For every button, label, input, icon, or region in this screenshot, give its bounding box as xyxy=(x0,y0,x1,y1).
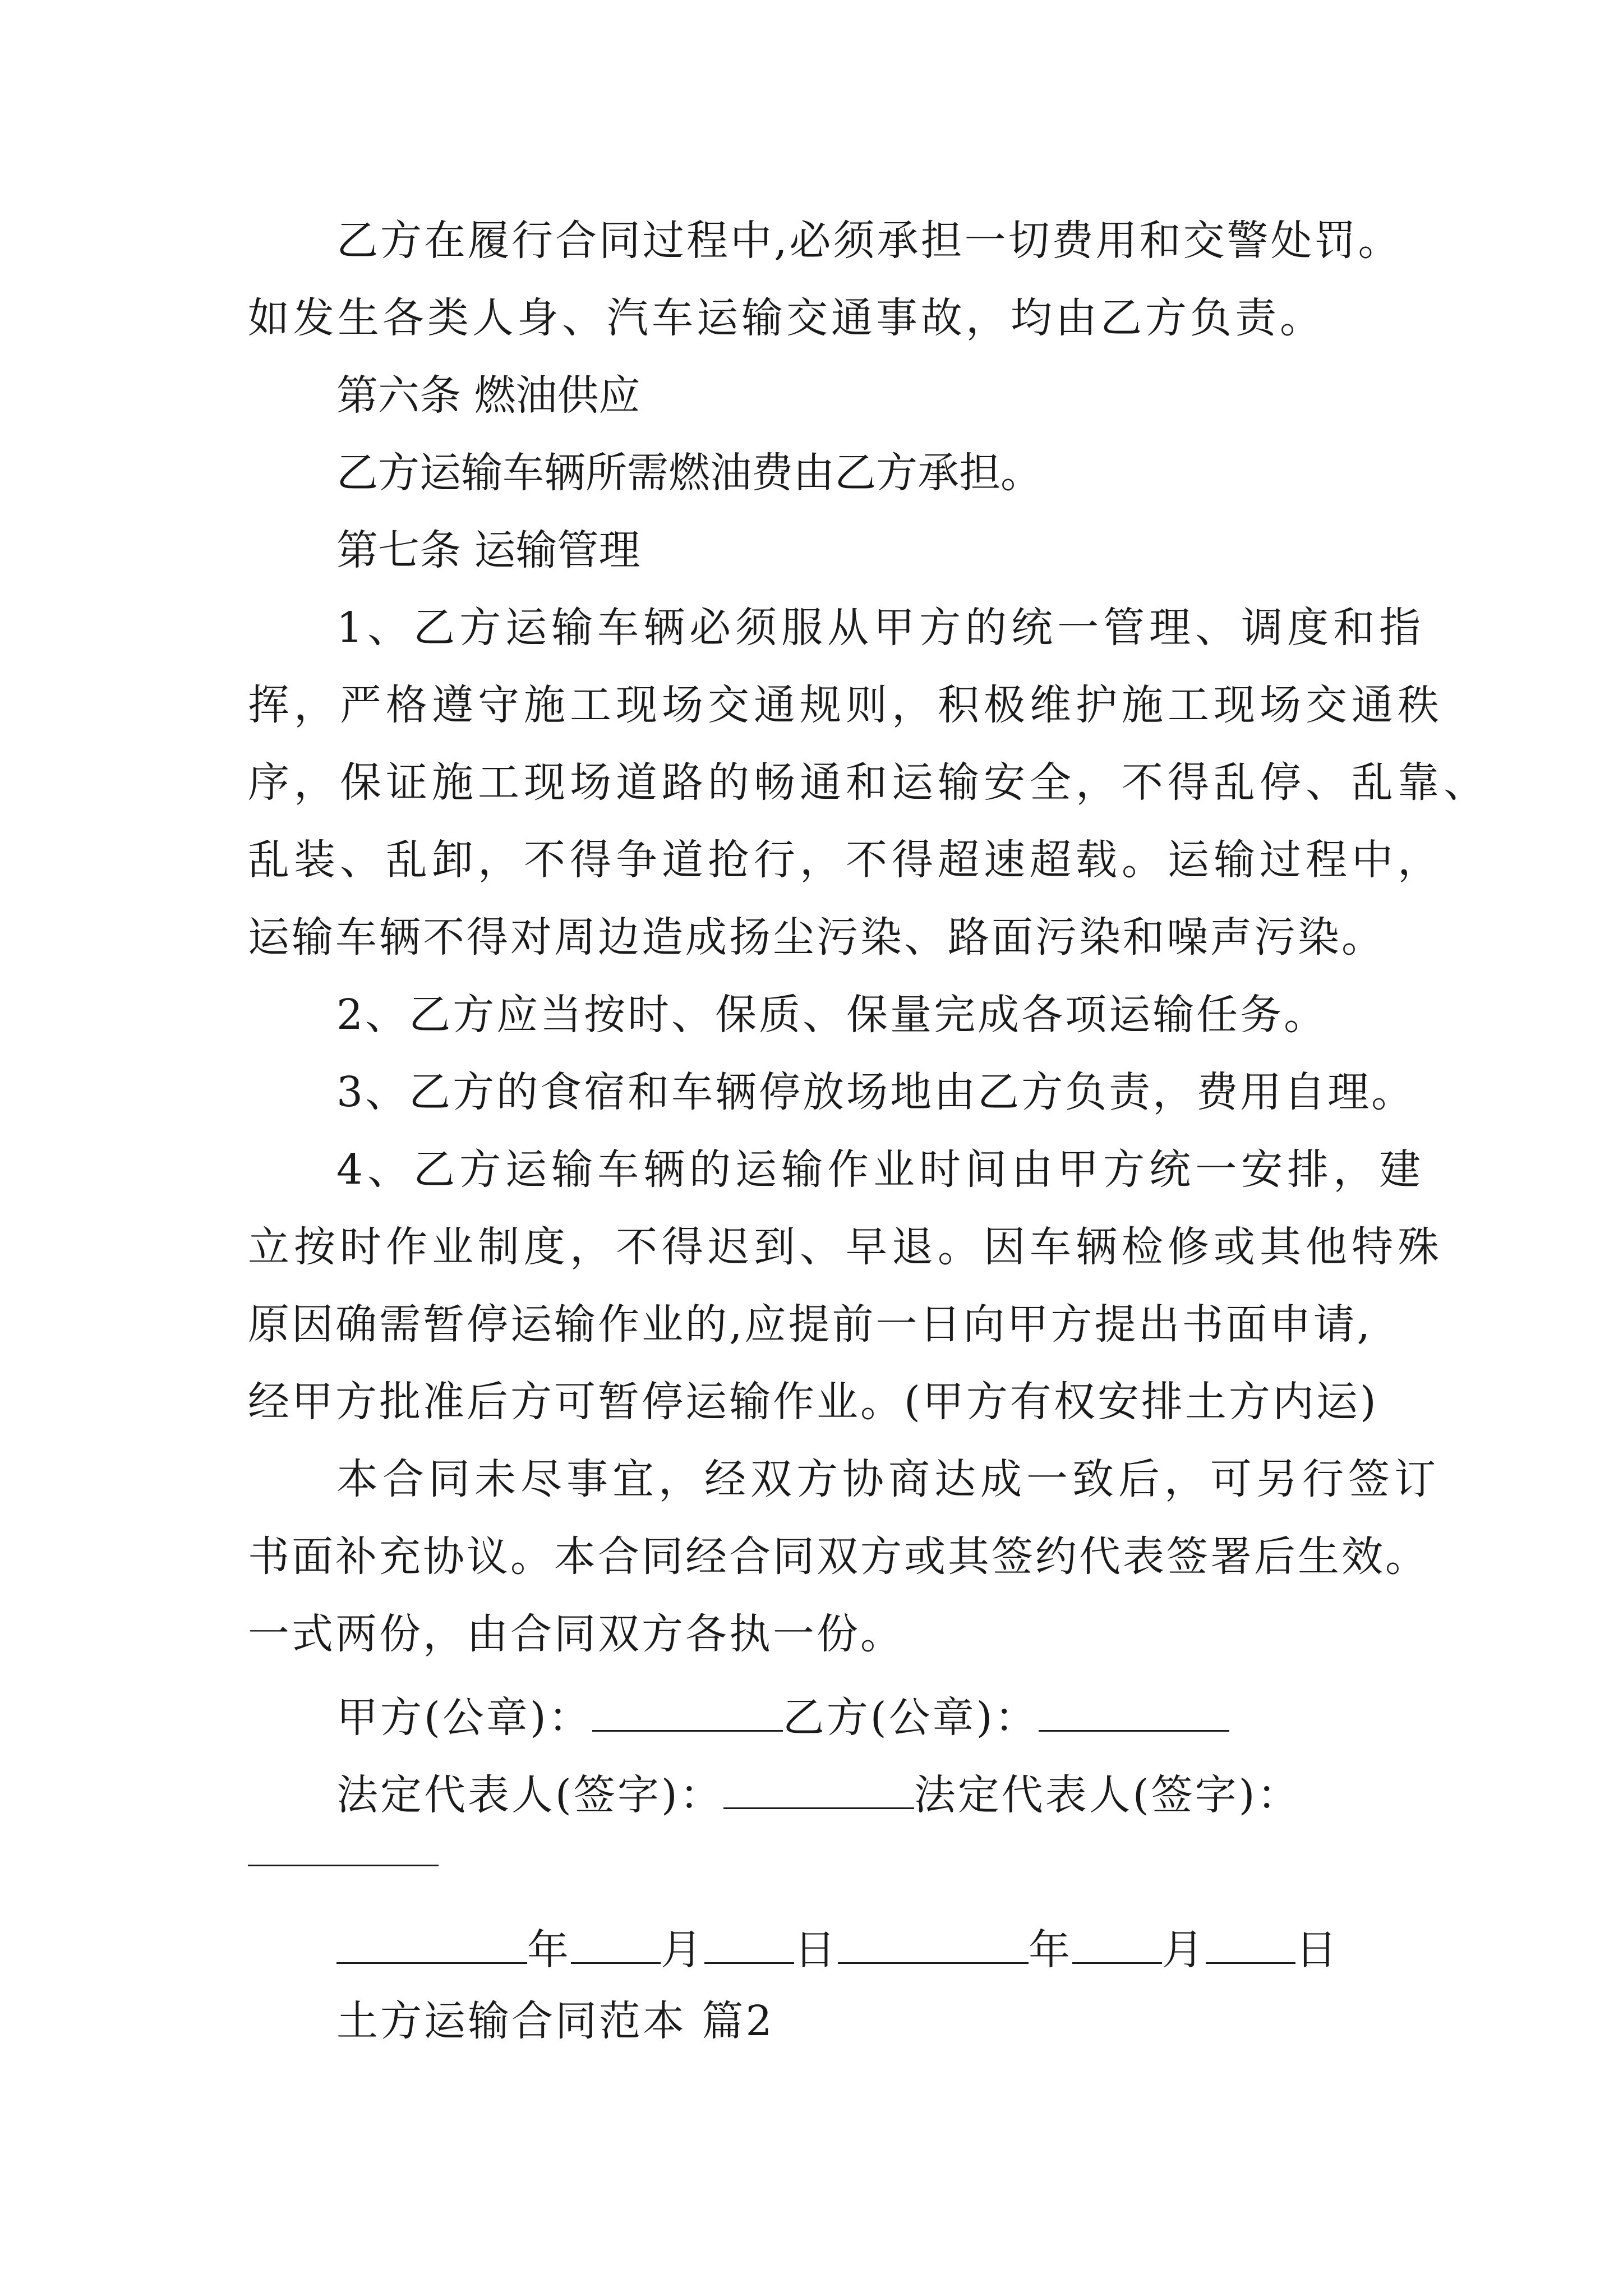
paragraph-line: 4、乙方运输车辆的运输作业时间由甲方统一安排，建 xyxy=(336,1145,1426,1194)
paragraph-line: 书面补充协议。本合同经合同双方或其签约代表签署后生效。 xyxy=(248,1533,1429,1581)
party-a-seal-blank[interactable] xyxy=(592,1691,783,1732)
paragraph-line: 原因确需暂停运输作业的,应提前一日向甲方提出书面申请, xyxy=(248,1300,1373,1349)
year-label: 年 xyxy=(527,1926,571,1974)
paragraph-line: 3、乙方的食宿和车辆停放场地由乙方负责，费用自理。 xyxy=(336,1068,1415,1116)
year-a-blank[interactable] xyxy=(336,1923,527,1964)
paragraph-line: 本合同未尽事宜，经双方协商达成一致后，可另行签订 xyxy=(336,1455,1440,1503)
paragraph-line: 2、乙方应当按时、保质、保量完成各项运输任务。 xyxy=(336,991,1328,1039)
paragraph-line: 乙方运输车辆所需燃油费由乙方承担。 xyxy=(336,449,1042,497)
rep-b-label: 法定代表人(签字)： xyxy=(914,1771,1301,1819)
month-label: 月 xyxy=(661,1926,704,1974)
day-label: 日 xyxy=(1295,1926,1339,1974)
year-b-blank[interactable] xyxy=(838,1923,1029,1964)
paragraph-line: 1、乙方运输车辆必须服从甲方的统一管理、调度和指 xyxy=(336,604,1426,652)
year-label: 年 xyxy=(1029,1926,1072,1974)
seal-line xyxy=(336,1691,1229,1742)
paragraph-line: 运输车辆不得对周边造成扬尘污染、路面污染和噪声污染。 xyxy=(248,913,1385,961)
rep-b-signature-blank[interactable] xyxy=(248,1865,439,1866)
paragraph-line: 一式两份，由合同双方各执一份。 xyxy=(248,1610,904,1658)
paragraph-line: 乱装、乱卸，不得争道抢行，不得超速超载。运输过程中， xyxy=(248,836,1444,884)
day-label: 日 xyxy=(794,1926,838,1974)
rep-a-signature-blank[interactable] xyxy=(723,1768,914,1809)
paragraph-line: 乙方在履行合同过程中,必须承担一切费用和交警处罚。 xyxy=(336,217,1402,265)
next-section-title: 土方运输合同范本 篇2 xyxy=(336,1997,774,2045)
month-a-blank[interactable] xyxy=(571,1923,661,1964)
paragraph-line: 挥，严格遵守施工现场交通规则，积极维护施工现场交通秩 xyxy=(248,681,1444,729)
paragraph-line: 序，保证施工现场道路的畅通和运输安全，不得乱停、乱靠、 xyxy=(248,758,1490,807)
party-a-label: 甲方(公章)： xyxy=(336,1694,592,1742)
day-a-blank[interactable] xyxy=(704,1923,794,1964)
month-b-blank[interactable] xyxy=(1072,1923,1162,1964)
paragraph-line: 如发生各类人身、汽车运输交通事故，均由乙方负责。 xyxy=(248,294,1325,342)
article-heading: 第七条 运输管理 xyxy=(336,526,640,574)
representative-line xyxy=(336,1768,1301,1819)
party-b-label: 乙方(公章)： xyxy=(782,1694,1039,1742)
paragraph-line: 经甲方批准后方可暂停运输作业。(甲方有权安排土方内运) xyxy=(248,1378,1378,1426)
date-line xyxy=(336,1923,1339,1974)
article-heading: 第六条 燃油供应 xyxy=(336,371,640,420)
month-label: 月 xyxy=(1162,1926,1206,1974)
party-b-seal-blank[interactable] xyxy=(1039,1691,1229,1732)
rep-a-label: 法定代表人(签字)： xyxy=(336,1771,723,1819)
day-b-blank[interactable] xyxy=(1206,1923,1295,1964)
paragraph-line: 立按时作业制度，不得迟到、早退。因车辆检修或其他特殊 xyxy=(248,1223,1444,1271)
